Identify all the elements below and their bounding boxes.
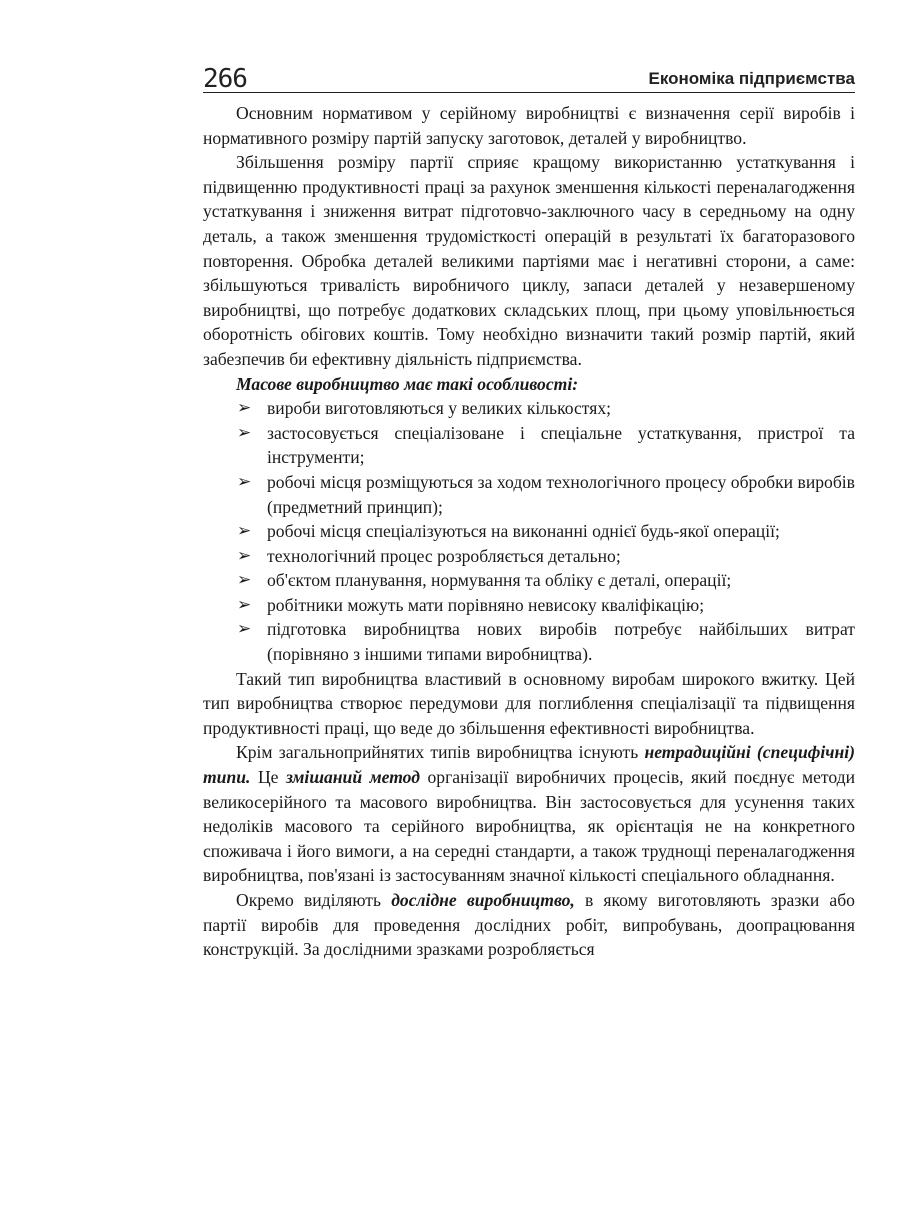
list-item-text: об'єктом планування, нормування та обліку є деталі, операції; — [267, 570, 732, 591]
paragraph — [203, 888, 855, 962]
list-item-text: технологічний процес розробляється детально; — [267, 545, 621, 566]
arrow-bullet-icon: ➢ — [237, 545, 252, 566]
list-item — [203, 470, 855, 519]
running-title: Економіка підприємства — [648, 69, 855, 88]
list-item — [203, 544, 855, 569]
paragraph-text: Окремо виділяють — [236, 890, 392, 910]
list-item — [203, 519, 855, 544]
arrow-bullet-icon: ➢ — [237, 471, 252, 492]
emphasized-term: змішаний метод — [285, 767, 420, 788]
list-item — [203, 396, 855, 421]
paragraph-text: Крім загальноприйнятих типів виробництва існують — [236, 742, 645, 763]
list-item-text: застосовується спеціалізоване і спеціальне устаткування, пристрої та інструменти; — [267, 422, 855, 468]
emphasized-term: дослідне виробництво, — [391, 890, 575, 910]
list-item — [203, 568, 855, 593]
list-item-text: робітники можуть мати порівняно невисоку кваліфікацію; — [267, 594, 705, 615]
list-item — [203, 593, 855, 618]
paragraph — [203, 740, 855, 888]
arrow-bullet-icon: ➢ — [237, 594, 252, 615]
list-item — [203, 421, 855, 470]
arrow-bullet-icon: ➢ — [237, 570, 252, 591]
list-item — [203, 617, 855, 666]
paragraph-text: в якому виготовляють зразки або партії виробів для проведення дослідних робіт, випробувань, доопрацювання конструкцій. За дослідними зразками розробляється — [203, 890, 855, 960]
list-item-text: підготовка виробництва нових виробів потребує найбільших витрат (порівняно з іншими типами виробництва). — [267, 619, 855, 665]
page-number: 266 — [203, 64, 247, 94]
list-heading: Масове виробництво має такі особливості: — [236, 373, 579, 394]
paragraph: Такий тип виробництва властивий в основному виробам широкого вжитку. Цей тип виробництва створює передумови для поглиблення спеціалізації та підвищення продуктивності праці, що веде до збільшення ефективності виробництва. — [203, 668, 855, 738]
features-list — [203, 396, 855, 667]
list-item-text: робочі місця розміщуються за ходом технологічного процесу обробки виробів (предметний принцип); — [267, 471, 855, 517]
list-item-text: робочі місця спеціалізуються на виконанні однієї будь-якої операції; — [267, 521, 780, 542]
list-item-text: вироби виготовляються у великих кількостях; — [267, 398, 612, 419]
paragraph: Збільшення розміру партії сприяє кращому використанню устаткування і підвищенню продуктивності праці за рахунок зменшення кількості переналагодження устаткування і зниження витрат підготовчо-заключного часу в середньому на одну деталь, а також зменшення трудомісткості операцій в результаті їх багаторазового повторення. Обробка деталей великими партіями має і негативні сторони, а саме: збільшуються тривалість виробничого циклу, запаси деталей у незавершеному виробництві, що потребує додаткових складських площ, при цьому уповільнюється оборотність обігових коштів. Тому необхідно визначити такий розмір партій, який забезпечив би ефективну діяльність підприємства. — [203, 152, 855, 369]
arrow-bullet-icon: ➢ — [237, 398, 252, 419]
paragraph-text: організації виробничих процесів, який поєднує методи великосерійного та масового виробництва. Він застосовується для усунення таких недоліків масового та серійного виробництва, як орієнтація не на конкретного споживача і його вимоги, а на середні стандарти, а також труднощі переналагодження виробництва, пов'язані із застосуванням значної кількості спеціального обладнання. — [203, 767, 856, 886]
body-text — [203, 101, 855, 962]
arrow-bullet-icon: ➢ — [237, 422, 252, 443]
emphasized-term: нетрадиційні (специфічні) типи. — [203, 742, 855, 788]
arrow-bullet-icon: ➢ — [237, 521, 252, 542]
page-header — [203, 66, 855, 93]
arrow-bullet-icon: ➢ — [237, 619, 252, 640]
paragraph: Основним нормативом у серійному виробництві є визначення серії виробів і нормативного розміру партій запуску заготовок, деталей у виробництво. — [203, 103, 855, 148]
paragraph-text: Це — [250, 767, 286, 788]
